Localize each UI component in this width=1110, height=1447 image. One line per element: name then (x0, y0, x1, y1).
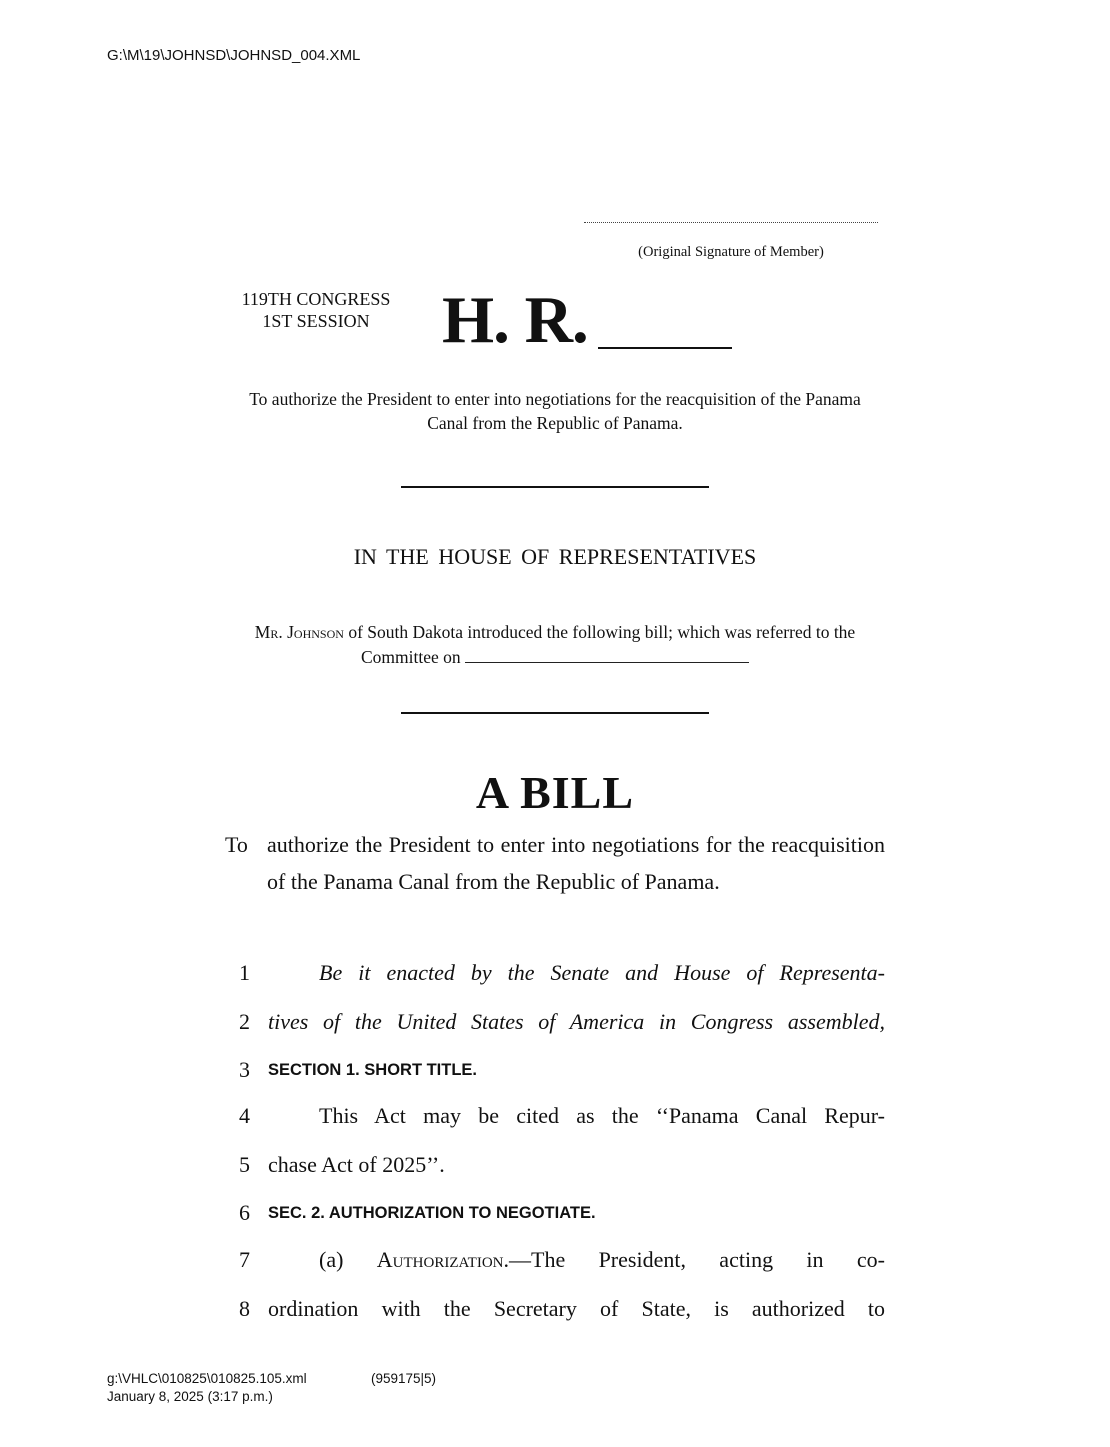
section-heading: SECTION 1. SHORT TITLE. (268, 1061, 478, 1079)
chamber-heading: IN THE HOUSE OF REPRESENTATIVES (353, 544, 757, 569)
signature-line (584, 222, 878, 223)
bill-text-line: chase Act of 2025’’. (268, 1152, 445, 1177)
subsection-text: .—The President, acting in co- (503, 1247, 885, 1272)
sponsor-name: Mr. Johnson (254, 622, 344, 642)
committee-blank (465, 650, 749, 663)
bill-text-line: ordination with the Secretary of State, is authorized to (268, 1296, 885, 1321)
bill-mark: H. R. (442, 283, 588, 357)
cover-short-title: To authorize the President to enter into negotiations for the reacquisition of the Panama Canal from the Republic of Panama. (249, 389, 861, 433)
footer-code: (959175|5) (371, 1371, 437, 1386)
line-number: 3 (239, 1057, 250, 1082)
sponsor-text: of South Dakota introduced the following bill; which was referred to the Committee on (343, 622, 856, 667)
enacting-clause-line: tives of the United States of America in Congress assembled, (268, 1009, 885, 1034)
divider-rule (401, 712, 709, 714)
bill-number-blank (598, 347, 732, 349)
subsection-heading: Authorization (376, 1247, 504, 1272)
subsection-line (268, 1245, 885, 1275)
section-heading: SEC. 2. AUTHORIZATION TO NEGOTIATE. (268, 1204, 596, 1222)
sponsor-statement (240, 620, 870, 670)
congress-session-block (212, 288, 420, 332)
line-number: 8 (239, 1296, 250, 1321)
subsection-prefix: (a) (319, 1247, 377, 1272)
footer-date: January 8, 2025 (3:17 p.m.) (107, 1389, 273, 1404)
signature-label: (Original Signature of Member) (638, 244, 824, 260)
congress-number: 119TH CONGRESS (241, 289, 391, 309)
long-title: authorize the President to enter into negotiations for the reacquisition of the Panama Canal from the Republic of Panama. (267, 832, 885, 894)
bill-text-line: This Act may be cited as the ‘‘Panama Canal Repur- (319, 1103, 885, 1128)
line-number: 2 (239, 1009, 250, 1034)
footer-file-path: g:\VHLC\010825\010825.105.xml (107, 1371, 307, 1386)
line-number: 1 (239, 960, 250, 985)
line-number: 7 (239, 1247, 250, 1272)
divider-rule (401, 486, 709, 488)
line-number: 5 (239, 1152, 250, 1177)
line-number: 6 (239, 1200, 250, 1225)
bill-heading: A BILL (475, 767, 635, 818)
file-path: G:\M\19\JOHNSD\JOHNSD_004.XML (107, 47, 361, 64)
long-title-to: To (225, 832, 248, 857)
enacting-clause-line: Be it enacted by the Senate and House of Representa- (319, 960, 885, 985)
session-number: 1ST SESSION (262, 311, 370, 331)
line-number: 4 (239, 1103, 250, 1128)
